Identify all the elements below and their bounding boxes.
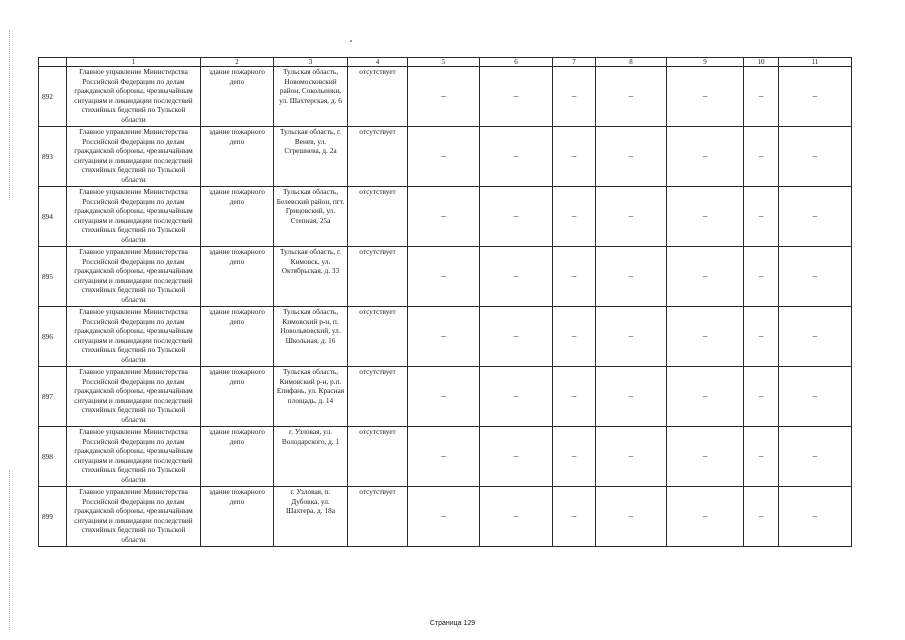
empty-value-cell: – [408, 187, 480, 247]
object-cell: здание пожарного депо [201, 247, 274, 307]
column-number-blank [39, 58, 67, 67]
address-cell: г. Узловая, ул. Володарского, д. 1 [274, 427, 348, 487]
empty-value-cell: – [744, 487, 779, 547]
empty-value-cell: – [744, 247, 779, 307]
empty-value-cell: – [480, 247, 553, 307]
empty-value-cell: – [553, 247, 596, 307]
address-cell: Тульская область, г. Кимовск, ул. Октябрьская, д. 33 [274, 247, 348, 307]
address-cell: Тульская область, Кимовский р-н, п. Новольвовский, ул. Школьная, д. 16 [274, 307, 348, 367]
organization-cell: Главное управление Министерства Российской Федерации по делам гражданской обороны, чрезвычайным ситуациям и ликвидации последствий стихийных бедствий по Тульской области [67, 67, 201, 127]
scan-speck [350, 40, 352, 42]
empty-value-cell: – [408, 427, 480, 487]
empty-value-cell: – [408, 67, 480, 127]
empty-value-cell: – [779, 247, 852, 307]
column-number: 11 [779, 58, 852, 67]
column-number: 8 [596, 58, 667, 67]
empty-value-cell: – [480, 127, 553, 187]
organization-cell: Главное управление Министерства Российской Федерации по делам гражданской обороны, чрезвычайным ситуациям и ликвидации последствий стихийных бедствий по Тульской области [67, 427, 201, 487]
empty-value-cell: – [779, 127, 852, 187]
empty-value-cell: – [596, 127, 667, 187]
organization-cell: Главное управление Министерства Российской Федерации по делам гражданской обороны, чрезвычайным ситуациям и ликвидации последствий стихийных бедствий по Тульской области [67, 247, 201, 307]
empty-value-cell: – [596, 487, 667, 547]
address-cell: Тульская область, г. Венев, ул. Стрешнева, д. 2а [274, 127, 348, 187]
empty-value-cell: – [744, 307, 779, 367]
row-number: 893 [39, 127, 67, 187]
column-number: 4 [348, 58, 408, 67]
empty-value-cell: – [480, 187, 553, 247]
column-number: 5 [408, 58, 480, 67]
scan-edge-dots-left [9, 470, 10, 630]
empty-value-cell: – [667, 67, 744, 127]
empty-value-cell: – [596, 247, 667, 307]
scan-edge-dots-left [9, 30, 10, 200]
empty-value-cell: – [553, 67, 596, 127]
empty-value-cell: – [779, 487, 852, 547]
empty-value-cell: – [596, 427, 667, 487]
column-number: 2 [201, 58, 274, 67]
object-cell: здание пожарного депо [201, 427, 274, 487]
empty-value-cell: – [596, 307, 667, 367]
address-cell: Тульская область, Белевский район, пгт. Грицовский, ул. Степная, 25а [274, 187, 348, 247]
organization-cell: Главное управление Министерства Российской Федерации по делам гражданской обороны, чрезвычайным ситуациям и ликвидации последствий стихийных бедствий по Тульской области [67, 487, 201, 547]
row-number: 898 [39, 427, 67, 487]
status-cell: отсутствует [348, 487, 408, 547]
empty-value-cell: – [667, 247, 744, 307]
organization-cell: Главное управление Министерства Российской Федерации по делам гражданской обороны, чрезвычайным ситуациям и ликвидации последствий стихийных бедствий по Тульской области [67, 187, 201, 247]
empty-value-cell: – [596, 367, 667, 427]
status-cell: отсутствует [348, 187, 408, 247]
empty-value-cell: – [744, 127, 779, 187]
empty-value-cell: – [667, 427, 744, 487]
column-number-row [39, 58, 852, 67]
empty-value-cell: – [408, 127, 480, 187]
empty-value-cell: – [779, 307, 852, 367]
organization-cell: Главное управление Министерства Российской Федерации по делам гражданской обороны, чрезвычайным ситуациям и ликвидации последствий стихийных бедствий по Тульской области [67, 127, 201, 187]
address-cell: Тульская область, Новомосковский район, Сокольники, ул. Шахтерская, д. 6 [274, 67, 348, 127]
object-cell: здание пожарного депо [201, 127, 274, 187]
empty-value-cell: – [744, 187, 779, 247]
empty-value-cell: – [480, 307, 553, 367]
empty-value-cell: – [779, 367, 852, 427]
column-number: 7 [553, 58, 596, 67]
empty-value-cell: – [779, 67, 852, 127]
empty-value-cell: – [744, 367, 779, 427]
empty-value-cell: – [553, 487, 596, 547]
status-cell: отсутствует [348, 427, 408, 487]
column-number: 10 [744, 58, 779, 67]
object-cell: здание пожарного депо [201, 187, 274, 247]
table-body [39, 58, 852, 547]
row-number: 892 [39, 67, 67, 127]
address-cell: г. Узловая, п. Дубовка, ул. Шахтера, д. 18а [274, 487, 348, 547]
empty-value-cell: – [779, 187, 852, 247]
row-number: 897 [39, 367, 67, 427]
empty-value-cell: – [480, 67, 553, 127]
table-row [39, 307, 852, 367]
empty-value-cell: – [553, 367, 596, 427]
empty-value-cell: – [667, 307, 744, 367]
table-row [39, 427, 852, 487]
empty-value-cell: – [744, 427, 779, 487]
empty-value-cell: – [667, 127, 744, 187]
empty-value-cell: – [408, 307, 480, 367]
column-number: 3 [274, 58, 348, 67]
column-number: 9 [667, 58, 744, 67]
organization-cell: Главное управление Министерства Российской Федерации по делам гражданской обороны, чрезвычайным ситуациям и ликвидации последствий стихийных бедствий по Тульской области [67, 367, 201, 427]
empty-value-cell: – [667, 487, 744, 547]
empty-value-cell: – [779, 427, 852, 487]
empty-value-cell: – [480, 487, 553, 547]
table-row [39, 247, 852, 307]
empty-value-cell: – [553, 187, 596, 247]
empty-value-cell: – [667, 187, 744, 247]
empty-value-cell: – [480, 367, 553, 427]
empty-value-cell: – [408, 367, 480, 427]
status-cell: отсутствует [348, 247, 408, 307]
table-row [39, 367, 852, 427]
column-number: 6 [480, 58, 553, 67]
object-cell: здание пожарного депо [201, 367, 274, 427]
empty-value-cell: – [596, 187, 667, 247]
empty-value-cell: – [553, 427, 596, 487]
object-cell: здание пожарного депо [201, 67, 274, 127]
table-row [39, 187, 852, 247]
empty-value-cell: – [596, 67, 667, 127]
registry-table [38, 57, 852, 547]
empty-value-cell: – [744, 67, 779, 127]
empty-value-cell: – [553, 307, 596, 367]
organization-cell: Главное управление Министерства Российской Федерации по делам гражданской обороны, чрезвычайным ситуациям и ликвидации последствий стихийных бедствий по Тульской области [67, 307, 201, 367]
object-cell: здание пожарного депо [201, 487, 274, 547]
status-cell: отсутствует [348, 67, 408, 127]
object-cell: здание пожарного депо [201, 307, 274, 367]
row-number: 895 [39, 247, 67, 307]
empty-value-cell: – [408, 487, 480, 547]
page-number: Страница 129 [429, 620, 476, 627]
column-number: 1 [67, 58, 201, 67]
table-row [39, 67, 852, 127]
status-cell: отсутствует [348, 367, 408, 427]
empty-value-cell: – [480, 427, 553, 487]
table-row [39, 487, 852, 547]
address-cell: Тульская область, Кимовский р-н, р.п. Епифань, ул. Красная площадь, д. 14 [274, 367, 348, 427]
empty-value-cell: – [408, 247, 480, 307]
empty-value-cell: – [667, 367, 744, 427]
table-row [39, 127, 852, 187]
row-number: 894 [39, 187, 67, 247]
row-number: 896 [39, 307, 67, 367]
empty-value-cell: – [553, 127, 596, 187]
row-number: 899 [39, 487, 67, 547]
status-cell: отсутствует [348, 307, 408, 367]
status-cell: отсутствует [348, 127, 408, 187]
